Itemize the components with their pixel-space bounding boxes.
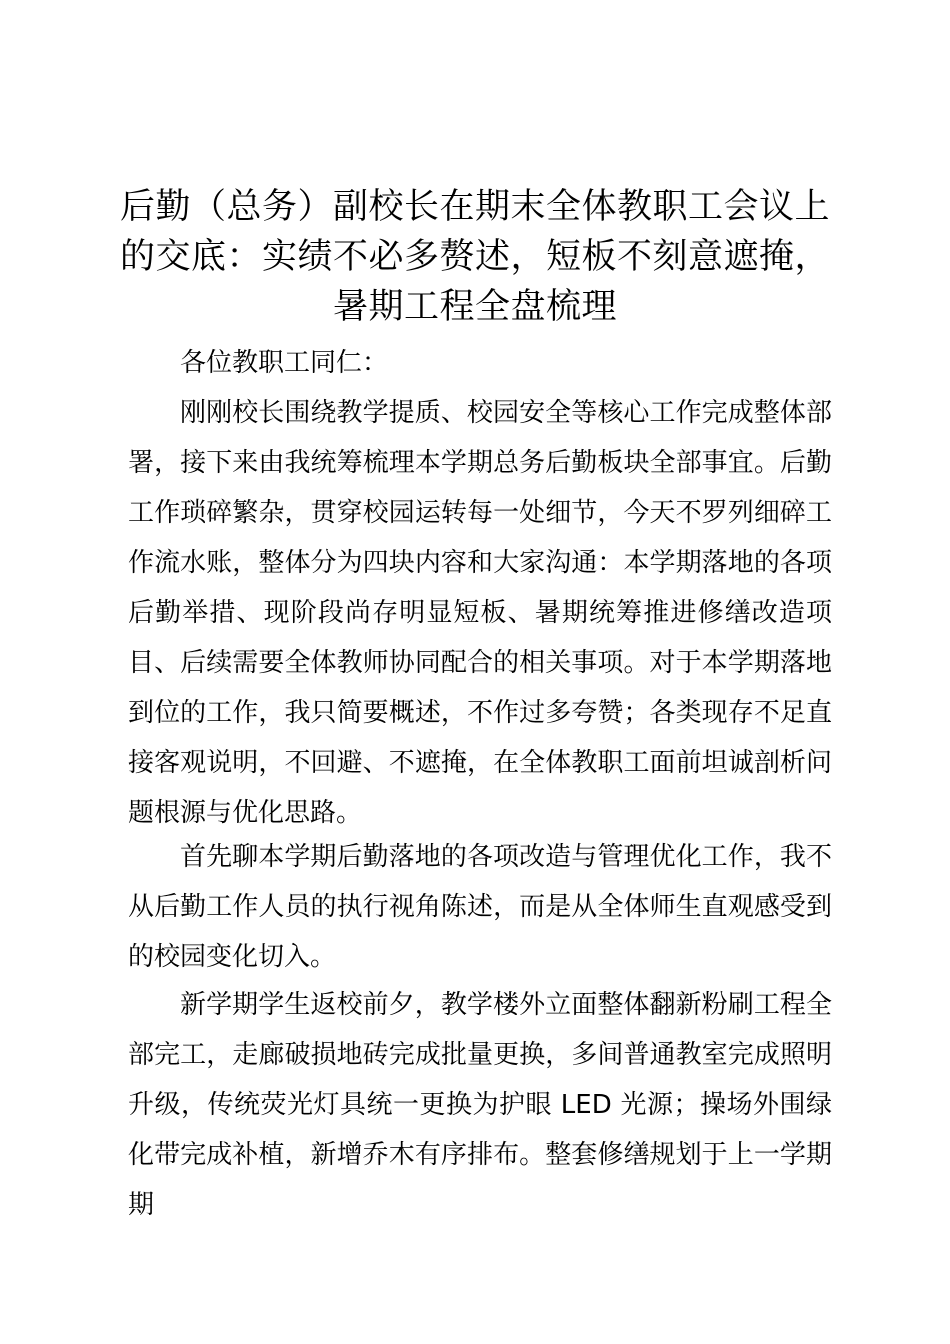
paragraph-renovation: 新学期学生返校前夕，教学楼外立面整体翻新粉刷工程全部完工，走廊破损地砖完成批量更换，多间普通教室完成照明升级，传统荧光灯具统一更换为护眼 LED 光源；操场外围绿化带完成补植，新增乔木有序排布。整套修缮规划于上一学期期	[128, 990, 832, 1220]
salutation: 各位教职工同仁：	[180, 348, 389, 378]
paragraph-intro: 刚刚校长围绕教学提质、校园安全等核心工作完成整体部署，接下来由我统筹梳理本学期总务后勤板块全部事宜。后勤工作琐碎繁杂，贯穿校园运转每一处细节，今天不罗列细碎工作流水账，整体分为四块内容和大家沟通：本学期落地的各项后勤举措、现阶段尚存明显短板、暑期统筹推进修缮改造项目、后续需要全体教师协同配合的相关事项。对于本学期落地到位的工作，我只简要概述，不作过多夸赞；各类现存不足直接客观说明，不回避、不遮掩，在全体教职工面前坦诚剖析问题根源与优化思路。	[128, 398, 832, 828]
document-title: 后勤（总务）副校长在期末全体教职工会议上的交底：实绩不必多赘述，短板不刻意遮掩，暑期工程全盘梳理	[119, 187, 830, 327]
paragraph-overview: 首先聊本学期后勤落地的各项改造与管理优化工作，我不从后勤工作人员的执行视角陈述，而是从全体师生直观感受到的校园变化切入。	[128, 842, 832, 972]
